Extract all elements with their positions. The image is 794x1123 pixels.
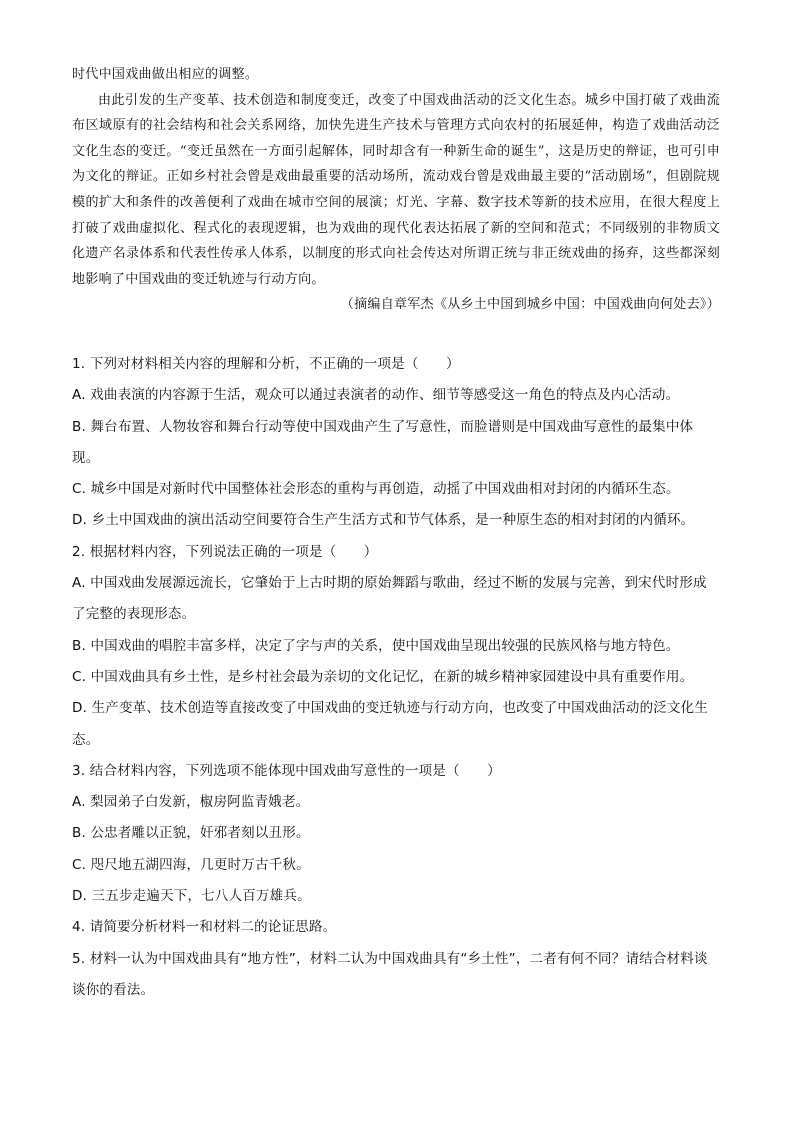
option-b: B. 公忠者雕以正貌，奸邪者刻以丑形。 [72,825,310,842]
question-stem: 5. 材料一认为中国戏曲具有“地方性”，材料二认为中国戏曲具有“乡土性”，二者有何不同？请结合材料谈谈你的看法。 [72,950,708,998]
question-2 [72,537,720,756]
option-c: C. 咫尺地五湖四海，几更时万古千秋。 [72,856,310,873]
question-list [72,349,720,1006]
option-d: D. 三五步走遍天下，七八人百万雄兵。 [72,888,311,905]
question-stem: 3. 结合材料内容，下列选项不能体现中国戏曲写意性的一项是（ ） [72,762,501,779]
question-stem: 1. 下列对材料相关内容的理解和分析，不正确的一项是（ ） [72,356,460,372]
option-d: D. 乡土中国戏曲的演出活动空间要符合生产生活方式和节气体系，是一种原生态的相对封闭的内循环。 [72,512,695,529]
passage-paragraph: 由此引发的生产变革、技术创造和制度变迁，改变了中国戏曲活动的泛文化生态。城乡中国打破了戏曲流布区域原有的社会结构和社会关系网络，加快先进生产技术与管理方式向农村的拓展延伸，构造了戏曲活动泛文化生态的变迁。“变迁虽然在一方面引起解体，同时却含有一种新生命的诞生”，这是历史的辩证，也可引申为文化的辩证。正如乡村社会曾是戏曲最重要的活动场所，流动戏台曾是戏曲最主要的“活动剧场”，但剧院规模的扩大和条件的改善便利了戏曲在城市空间的展演；灯光、字幕、数字技术等新的技术应用，在很大程度上打破了戏曲虚拟化、程式化的表现逻辑，也为戏曲的现代化表达拓展了新的空间和范式；不同级别的非物质文化遗产名录体系和代表性传承人体系，以制度的形式向社会传达对所谓正统与非正统戏曲的扬弃，这些都深刻地影响了中国戏曲的变迁轨迹与行动方向。 [72,92,720,287]
option-d: D. 生产变革、技术创造等直接改变了中国戏曲的变迁轨迹与行动方向，也改变了中国戏曲活动的泛文化生态。 [72,700,709,748]
option-c: C. 中国戏曲具有乡土性，是乡村社会最为亲切的文化记忆，在新的城乡精神家园建设中具有重要作用。 [72,668,694,685]
option-b: B. 中国戏曲的唱腔丰富多样，决定了字与声的关系，使中国戏曲呈现出较强的民族风格与地方特色。 [72,637,680,654]
question-4 [72,912,720,943]
question-3 [72,756,720,912]
option-a: A. 戏曲表演的内容源于生活，观众可以通过表演者的动作、细节等感受这一角色的特点及内心活动。 [72,387,680,404]
question-1 [72,349,720,537]
passage-line: 时代中国戏曲做出相应的调整。 [72,67,259,82]
question-stem: 4. 请简要分析材料一和材料二的论证思路。 [72,919,337,936]
question-5 [72,944,720,1007]
option-a: A. 梨园弟子白发新，椒房阿监青娥老。 [72,794,310,811]
question-stem: 2. 根据材料内容，下列说法正确的一项是（ ） [72,543,378,560]
passage-source: （摘编自章军杰《从乡土中国到城乡中国：中国戏曲向何处去》） [340,297,720,313]
option-a: A. 中国戏曲发展源远流长，它肇始于上古时期的原始舞蹈与歌曲，经过不断的发展与完善，到宋代时形成了完整的表现形态。 [72,575,707,623]
reading-passage [72,62,720,318]
option-c: C. 城乡中国是对新时代中国整体社会形态的重构与再创造，动摇了中国戏曲相对封闭的内循环生态。 [72,481,680,498]
option-b: B. 舞台布置、人物妆容和舞台行动等使中国戏曲产生了写意性，而脸谱则是中国戏曲写意性的最集中体现。 [72,418,694,466]
